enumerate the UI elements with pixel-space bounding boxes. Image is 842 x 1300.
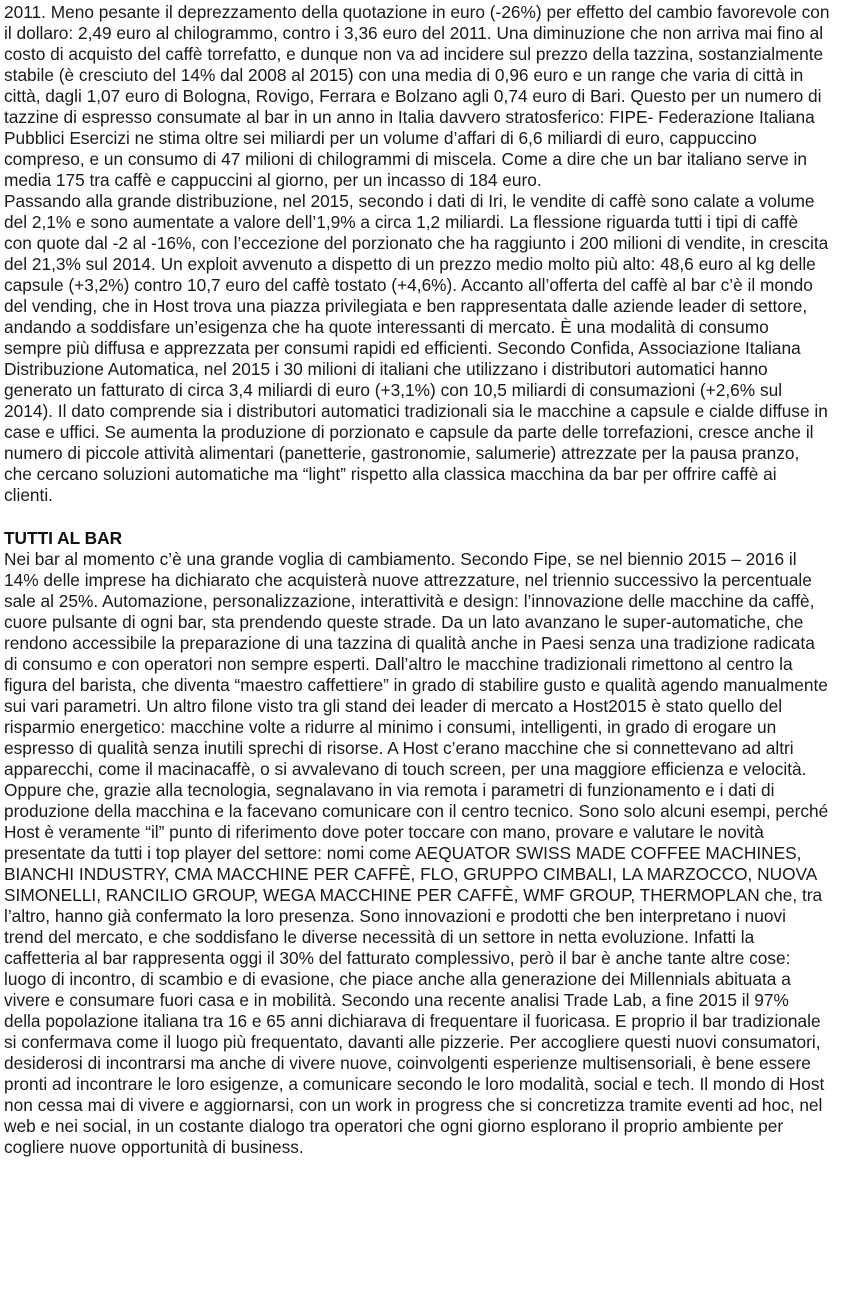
article-body — [4, 2, 830, 1158]
paragraph-retail-vending: Passando alla grande distribuzione, nel 2015, secondo i dati di Iri, le vendite di caffè sono calate a volume del 2,1% e sono aumentate a valore dell’1,9% a circa 1,2 miliardi. La flessione riguarda tutti i tipi di caffè con quote dal -2 al -16%, con l’eccezione del porzionato che ha raggiunto i 200 milioni di vendite, in crescita del 21,3% sul 2014. Un exploit avvenuto a dispetto di un prezzo medio molto più alto: 48,6 euro al kg delle capsule (+3,2%) contro 10,7 euro del caffè tostato (+4,6%). Accanto all’offerta del caffè al bar c’è il mondo del vending, che in Host trova una piazza privilegiata e ben rappresentata dalle aziende leader di settore, andando a soddisfare un’esigenza che ha quote interessanti di mercato. È una modalità di consumo sempre più diffusa e apprezzata per consumi rapidi ed efficienti. Secondo Confida, Associazione Italiana Distribuzione Automatica, nel 2015 i 30 milioni di italiani che utilizzano i distributori automatici hanno generato un fatturato di circa 3,4 miliardi di euro (+3,1%) con 10,5 miliardi di consumazioni (+2,6% sul 2014). Il dato comprende sia i distributori automatici tradizionali sia le macchine a capsule e cialde diffuse in case e uffici. Se aumenta la produzione di porzionato e capsule da parte delle torrefazioni, cresce anche il numero di piccole attività alimentari (panetterie, gastronomie, salumerie) attrezzate per la pausa pranzo, che cercano soluzioni automatiche ma “light” rispetto alla classica macchina da bar per offrire caffè ai clienti. — [4, 191, 829, 505]
paragraph-coffee-prices: 2011. Meno pesante il deprezzamento della quotazione in euro (-26%) per effetto del cambio favorevole con il dollaro: 2,49 euro al chilogrammo, contro i 3,36 euro del 2011. Una diminuzione che non arriva mai fino al costo di acquisto del caffè torrefatto, e dunque non va ad incidere sul prezzo della tazzina, sostanzialmente stabile (è cresciuto del 14% dal 2008 al 2015) con una media di 0,96 euro e un range che varia di città in città, dagli 1,07 euro di Bologna, Rovigo, Ferrara e Bolzano agli 0,74 euro di Bari. Questo per un numero di tazzine di espresso consumate al bar in un anno in Italia davvero stratosferico: FIPE- Federazione Italiana Pubblici Esercizi ne stima oltre sei miliardi per un volume d’affari di 6,6 miliardi di euro, cappuccino compreso, e un consumo di 47 milioni di chilogrammi di miscela. Come a dire che un bar italiano serve in media 175 tra caffè e cappuccini al giorno, per un incasso di 184 euro. — [4, 2, 830, 190]
paragraph-tutti-al-bar: Nei bar al momento c’è una grande voglia di cambiamento. Secondo Fipe, se nel biennio 2015 – 2016 il 14% delle imprese ha dichiarato che acquisterà nuove attrezzature, nel triennio successivo la percentuale sale al 25%. Automazione, personalizzazione, interattività e design: l’innovazione delle macchine da caffè, cuore pulsante di ogni bar, sta prendendo queste strade. Da un lato avanzano le super-automatiche, che rendono accessibile la preparazione di una tazzina di qualità anche in Paesi senza una tradizione radicata di consumo e con operatori non sempre esperti. Dall’altro le macchine tradizionali rimettono al centro la figura del barista, che diventa “maestro caffettiere” in grado di stabilire gusto e qualità agendo manualmente sui vari parametri. Un altro filone visto tra gli stand dei leader di mercato a Host2015 è stato quello del risparmio energetico: macchine volte a ridurre al minimo i consumi, intelligenti, in grado di erogare un espresso di qualità senza inutili sprechi di risorse. A Host c’erano macchine che si connettevano ad altri apparecchi, come il macinacaffè, o si avvalevano di touch screen, per una maggiore efficienza e velocità. Oppure che, grazie alla tecnologia, segnalavano in via remota i parametri di funzionamento e i dati di produzione della macchina e la facevano comunicare con il centro tecnico. Sono solo alcuni esempi, perché Host è veramente “il” punto di riferimento dove poter toccare con mano, provare e valutare le novità presentate da tutti i top player del settore: nomi come AEQUATOR SWISS MADE COFFEE MACHINES, BIANCHI INDUSTRY, CMA MACCHINE PER CAFFÈ, FLO, GRUPPO CIMBALI, LA MARZOCCO, NUOVA SIMONELLI, RANCILIO GROUP, WEGA MACCHINE PER CAFFÈ, WMF GROUP, THERMOPLAN che, tra l’altro, hanno già confermato la loro presenza. Sono innovazioni e prodotti che ben interpretano i nuovi trend del mercato, e che soddisfano le diverse necessità di un settore in netta evoluzione. Infatti la caffetteria al bar rappresenta oggi il 30% del fatturato complessivo, però il bar è anche tante altre cose: luogo di incontro, di scambio e di evasione, che piace anche alla generazione dei Millennials abituata a vivere e consumare fuori casa e in mobilità. Secondo una recente analisi Trade Lab, a fine 2015 il 97% della popolazione italiana tra 16 e 65 anni dichiarava di frequentare il fuoricasa. E proprio il bar tradizionale si confermava come il luogo più frequentato, davanti alle pizzerie. Per accogliere questi nuovi consumatori, desiderosi di incontrarsi ma anche di vivere nuove, coinvolgenti esperienze multisensoriali, è bene essere pronti ad incontrare le loro esigenze, a comunicare secondo le loro modalità, social e tech. Il mondo di Host non cessa mai di vivere e aggiornarsi, con un work in progress che si concretizza tramite eventi ad hoc, nel web e nei social, in un costante dialogo tra operatori che ogni giorno esplorano il proprio ambiente per cogliere nuove opportunità di business. — [4, 549, 829, 1157]
section-heading: TUTTI AL BAR — [4, 528, 123, 548]
paragraph-spacer — [4, 506, 830, 528]
